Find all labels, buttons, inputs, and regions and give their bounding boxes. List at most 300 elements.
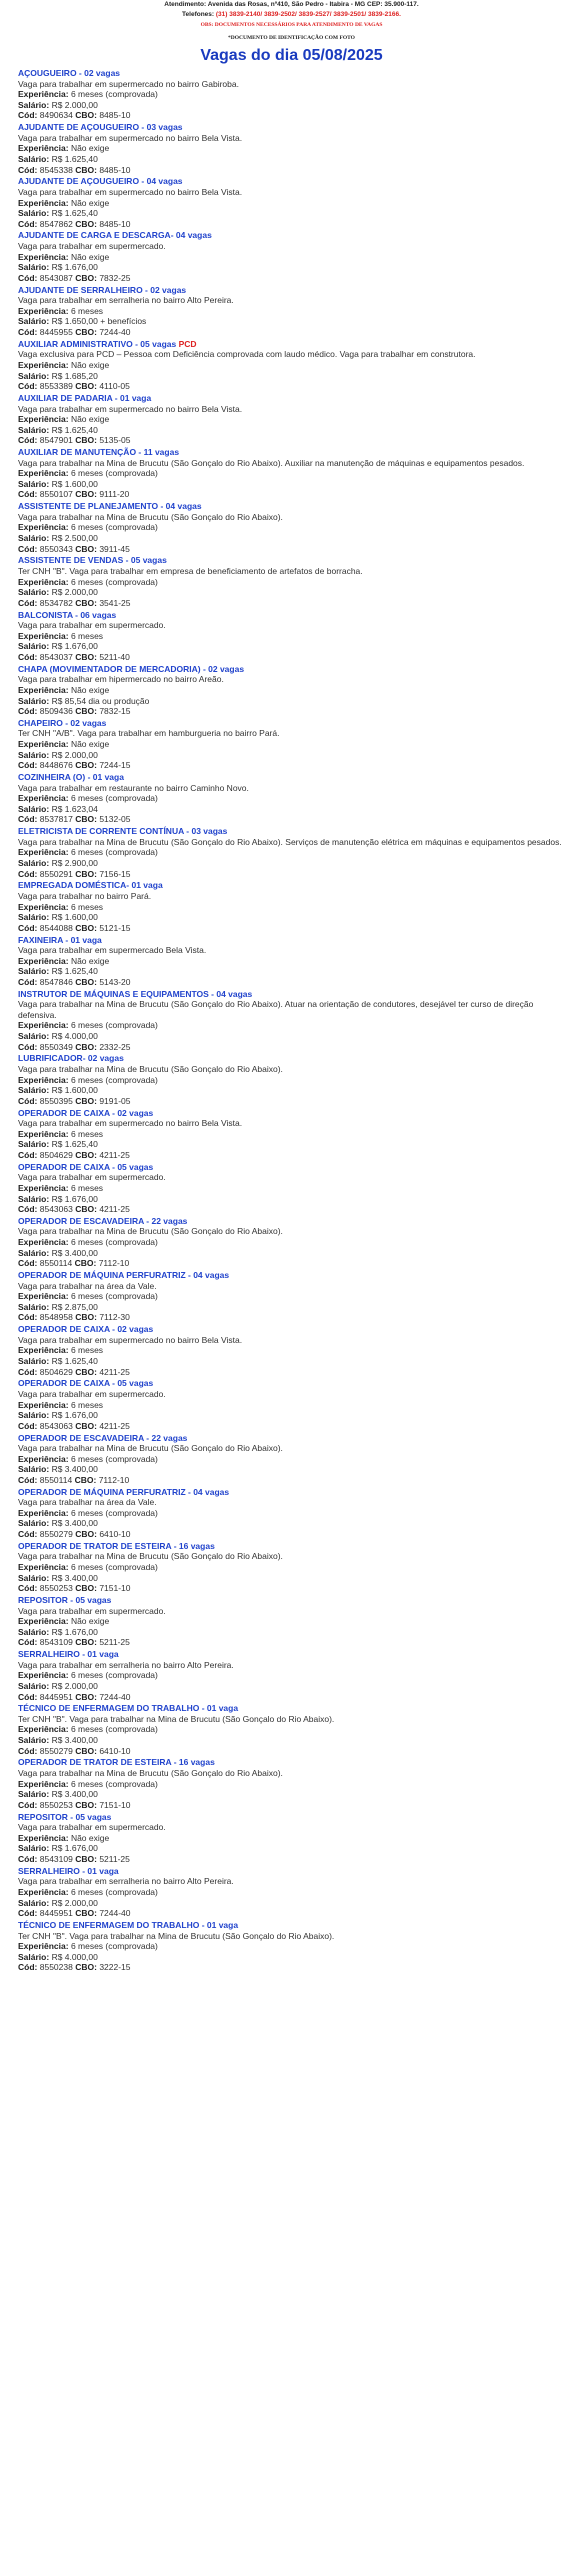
experience-label: Experiência: xyxy=(18,1507,69,1518)
job-experience xyxy=(18,360,565,371)
salary-value: R$ 3.400,00 xyxy=(51,1789,98,1800)
job-salary xyxy=(18,912,565,923)
job-title-line xyxy=(18,1378,565,1389)
job-title-line xyxy=(18,1812,565,1823)
job-codes xyxy=(18,165,565,176)
salary-label: Salário: xyxy=(18,1301,50,1312)
salary-value: R$ 1.600,00 xyxy=(51,912,98,923)
job-description: Vaga para trabalhar em serralheria no bairro Alto Pereira. xyxy=(18,295,234,306)
cod-label: Cód: xyxy=(18,922,38,933)
job-codes xyxy=(18,489,565,500)
job-listing xyxy=(18,1108,565,1161)
cbo-label: CBO: xyxy=(75,218,97,229)
salary-value: R$ 2.875,00 xyxy=(51,1301,98,1312)
job-listing xyxy=(18,664,565,717)
experience-label: Experiência: xyxy=(18,522,69,533)
job-experience xyxy=(18,847,565,858)
cod-value: 8547901 xyxy=(39,435,73,446)
cbo-label: CBO: xyxy=(75,976,97,987)
experience-label: Experiência: xyxy=(18,1182,69,1193)
job-title: SERRALHEIRO - 01 vaga xyxy=(18,1649,119,1660)
cod-label: Cód: xyxy=(18,381,38,392)
experience-value: 6 meses (comprovada) xyxy=(70,1562,158,1572)
job-codes xyxy=(18,1583,565,1594)
cod-label: Cód: xyxy=(18,164,38,175)
job-listing xyxy=(18,1053,565,1106)
job-title: OPERADOR DE CAIXA - 05 vagas xyxy=(18,1161,154,1172)
job-experience xyxy=(18,1779,565,1790)
job-title-line xyxy=(18,826,565,837)
salary-value: R$ 2.500,00 xyxy=(51,533,98,544)
experience-value: 6 meses xyxy=(70,630,104,641)
job-codes xyxy=(18,1475,565,1486)
job-codes xyxy=(18,977,565,988)
cbo-label: CBO: xyxy=(74,1258,97,1269)
cbo-label: CBO: xyxy=(75,1366,97,1377)
job-salary xyxy=(18,1681,565,1692)
cod-value: 8543109 xyxy=(39,1853,73,1864)
cbo-value: 7832-15 xyxy=(99,706,131,717)
experience-value: 6 meses xyxy=(70,1399,104,1410)
job-description: Ter CNH "B". Vaga para trabalhar na Mina de Brucutu (São Gonçalo do Rio Abaixo). xyxy=(18,1930,335,1941)
cod-label: Cód: xyxy=(18,651,38,662)
cbo-value: 2332-25 xyxy=(99,1041,131,1052)
cod-value: 8534782 xyxy=(39,597,73,608)
job-experience xyxy=(18,956,565,967)
experience-value: 6 meses (comprovada) xyxy=(70,468,158,479)
job-experience xyxy=(18,252,565,263)
cod-value: 8550253 xyxy=(39,1799,73,1810)
job-title: AUXILIAR ADMINISTRATIVO - 05 vagas xyxy=(18,338,177,349)
job-experience xyxy=(18,1183,565,1194)
job-title-line xyxy=(18,285,565,296)
cod-label: Cód: xyxy=(18,814,38,825)
job-experience xyxy=(18,577,565,588)
phone-numbers: (31) 3839-2140/ 3839-2502/ 3839-2527/ 3839-2501/ 3839-2166. xyxy=(215,11,401,18)
job-title: AÇOUGUEIRO - 02 vagas xyxy=(18,68,121,78)
cbo-label: CBO: xyxy=(75,381,97,392)
job-description: Vaga para trabalhar em supermercado no bairro Gabiroba. xyxy=(18,78,239,89)
job-listing xyxy=(18,285,565,338)
cbo-label: CBO: xyxy=(75,1799,97,1810)
salary-label: Salário: xyxy=(18,966,50,977)
experience-value: Não exige xyxy=(70,739,110,750)
job-listing xyxy=(18,718,565,771)
job-experience xyxy=(18,739,565,750)
job-codes xyxy=(18,1962,565,1973)
job-listing xyxy=(18,501,565,554)
job-description: Vaga para trabalhar em supermercado no bairro Bela Vista. xyxy=(18,132,243,143)
salary-value: R$ 2.000,00 xyxy=(51,587,98,598)
salary-label: Salário: xyxy=(18,1464,50,1475)
salary-label: Salário: xyxy=(18,1626,50,1637)
job-experience xyxy=(18,685,565,696)
experience-label: Experiência: xyxy=(18,89,69,100)
job-experience xyxy=(18,1075,565,1086)
experience-label: Experiência: xyxy=(18,1832,69,1843)
job-salary xyxy=(18,1356,565,1367)
cod-label: Cód: xyxy=(18,706,38,717)
job-salary xyxy=(18,1139,565,1150)
job-salary xyxy=(18,1085,565,1096)
experience-label: Experiência: xyxy=(18,1128,69,1139)
job-description: Vaga para trabalhar em supermercado. xyxy=(18,620,166,631)
cbo-value: 8485-10 xyxy=(99,110,131,121)
cod-label: Cód: xyxy=(18,1366,38,1377)
cbo-value: 7244-40 xyxy=(99,1908,131,1919)
cod-value: 8544088 xyxy=(39,922,73,933)
job-description: Vaga para trabalhar em hipermercado no bairro Areão. xyxy=(18,674,224,685)
experience-label: Experiência: xyxy=(18,414,69,425)
job-title-line xyxy=(18,176,565,187)
job-codes xyxy=(18,923,565,934)
salary-value: R$ 1.676,00 xyxy=(51,641,98,652)
experience-label: Experiência: xyxy=(18,1453,69,1464)
job-experience xyxy=(18,1291,565,1302)
phone-label: Telefones: xyxy=(182,11,215,18)
job-salary xyxy=(18,1302,565,1313)
cod-value: 8445951 xyxy=(39,1691,73,1702)
cod-value: 8504629 xyxy=(39,1366,73,1377)
job-codes xyxy=(18,652,565,663)
job-experience xyxy=(18,468,565,479)
cod-label: Cód: xyxy=(18,976,38,987)
job-codes xyxy=(18,1800,565,1811)
job-title-line xyxy=(18,1053,565,1064)
job-experience xyxy=(18,1129,565,1140)
job-experience xyxy=(18,414,565,425)
cod-value: 8445951 xyxy=(39,1908,73,1919)
job-description: Vaga para trabalhar em supermercado no bairro Bela Vista. xyxy=(18,403,243,414)
job-title: LUBRIFICADOR- 02 vagas xyxy=(18,1053,124,1064)
job-experience xyxy=(18,1941,565,1952)
job-salary xyxy=(18,1194,565,1205)
job-codes xyxy=(18,1204,565,1215)
job-description: Vaga para trabalhar em supermercado. xyxy=(18,1388,166,1399)
experience-value: 6 meses (comprovada) xyxy=(70,793,158,804)
job-codes xyxy=(18,869,565,880)
salary-value: R$ 4.000,00 xyxy=(51,1951,98,1962)
job-listing xyxy=(18,1216,565,1269)
job-codes xyxy=(18,1312,565,1323)
cod-label: Cód: xyxy=(18,1095,38,1106)
phone-line xyxy=(0,10,583,20)
job-title: OPERADOR DE MÁQUINA PERFURATRIZ - 04 vagas xyxy=(18,1270,230,1281)
job-title-line xyxy=(18,1487,565,1498)
experience-value: 6 meses (comprovada) xyxy=(70,1670,158,1681)
page-title: Vagas do dia 05/08/2025 xyxy=(200,47,383,64)
job-title-line xyxy=(18,122,565,133)
cbo-label: CBO: xyxy=(75,1745,97,1756)
cod-value: 8550107 xyxy=(39,489,73,500)
cod-value: 8548958 xyxy=(39,1312,73,1323)
cbo-value: 9111-20 xyxy=(99,489,130,500)
cod-label: Cód: xyxy=(18,1041,38,1052)
cod-label: Cód: xyxy=(18,272,38,283)
job-title: AUXILIAR DE MANUTENÇÃO - 11 vagas xyxy=(18,447,180,458)
job-listing xyxy=(18,1649,565,1702)
job-salary xyxy=(18,1952,565,1963)
job-title-line xyxy=(18,1866,565,1877)
experience-label: Experiência: xyxy=(18,359,69,370)
job-experience xyxy=(18,306,565,317)
cbo-value: 5211-25 xyxy=(99,1637,130,1648)
cod-label: Cód: xyxy=(18,218,38,229)
salary-label: Salário: xyxy=(18,1843,50,1854)
job-title: ASSISTENTE DE PLANEJAMENTO - 04 vagas xyxy=(18,501,202,512)
job-salary xyxy=(18,425,565,436)
cod-value: 8550114 xyxy=(39,1258,73,1269)
job-experience xyxy=(18,1833,565,1844)
cbo-value: 7112-10 xyxy=(98,1474,130,1485)
salary-label: Salário: xyxy=(18,1410,50,1421)
job-experience xyxy=(18,1345,565,1356)
job-title-line xyxy=(18,393,565,404)
cod-value: 8537817 xyxy=(39,814,73,825)
experience-value: 6 meses xyxy=(70,901,104,912)
experience-label: Experiência: xyxy=(18,1724,69,1735)
job-listing xyxy=(18,826,565,879)
job-codes xyxy=(18,1258,565,1269)
salary-label: Salário: xyxy=(18,153,50,164)
job-experience xyxy=(18,1562,565,1573)
job-title-line xyxy=(18,68,565,79)
job-title-line xyxy=(18,1270,565,1281)
cbo-value: 7244-40 xyxy=(99,1691,131,1702)
cbo-value: 7832-25 xyxy=(99,272,131,283)
job-experience xyxy=(18,198,565,209)
cod-value: 8448676 xyxy=(39,760,73,771)
job-experience xyxy=(18,143,565,154)
cod-value: 8553389 xyxy=(39,381,73,392)
cbo-value: 7156-15 xyxy=(99,868,131,879)
job-title: REPOSITOR - 05 vagas xyxy=(18,1594,112,1605)
cod-label: Cód: xyxy=(18,1637,38,1648)
job-salary xyxy=(18,1573,565,1584)
job-codes xyxy=(18,760,565,771)
job-experience xyxy=(18,1887,565,1898)
salary-value: R$ 3.400,00 xyxy=(51,1247,98,1258)
cbo-label: CBO: xyxy=(75,1583,97,1594)
job-listing xyxy=(18,610,565,663)
job-codes xyxy=(18,1692,565,1703)
cod-value: 8550253 xyxy=(39,1583,73,1594)
job-title: AUXILIAR DE PADARIA - 01 vaga xyxy=(18,392,152,403)
cbo-label: CBO: xyxy=(75,272,97,283)
job-description: Vaga para trabalhar em supermercado. xyxy=(18,1822,166,1833)
cbo-value: 6410-10 xyxy=(99,1745,131,1756)
job-description: Vaga para trabalhar em supermercado no bairro Bela Vista. xyxy=(18,1334,243,1345)
experience-value: Não exige xyxy=(70,414,110,425)
salary-label: Salário: xyxy=(18,912,50,923)
job-description: Vaga exclusiva para PCD – Pessoa com Deficiência comprovada com laudo médico. Vaga para trabalhar em construtora. xyxy=(18,349,476,360)
job-codes xyxy=(18,273,565,284)
experience-value: Não exige xyxy=(70,955,110,966)
cod-label: Cód: xyxy=(18,1204,38,1215)
job-title-line xyxy=(18,935,565,946)
cod-label: Cód: xyxy=(18,1529,38,1540)
cbo-label: CBO: xyxy=(75,760,97,771)
cod-value: 8550279 xyxy=(39,1745,73,1756)
salary-value: R$ 1.676,00 xyxy=(51,1193,98,1204)
job-title: CHAPEIRO - 02 vagas xyxy=(18,717,107,728)
job-codes xyxy=(18,1746,565,1757)
salary-label: Salário: xyxy=(18,262,50,273)
cbo-value: 8485-10 xyxy=(99,164,131,175)
job-listing xyxy=(18,1270,565,1323)
cbo-label: CBO: xyxy=(75,868,97,879)
job-title: AJUDANTE DE SERRALHEIRO - 02 vagas xyxy=(18,284,187,295)
salary-label: Salário: xyxy=(18,1247,50,1258)
experience-value: 6 meses xyxy=(70,1182,104,1193)
pcd-badge: PCD xyxy=(178,338,197,349)
job-description: Ter CNH "B". Vaga para trabalhar na Mina de Brucutu (São Gonçalo do Rio Abaixo). xyxy=(18,1713,335,1724)
job-title: TÉCNICO DE ENFERMAGEM DO TRABALHO - 01 vaga xyxy=(18,1703,239,1714)
job-experience xyxy=(18,1670,565,1681)
experience-label: Experiência: xyxy=(18,143,69,154)
salary-label: Salário: xyxy=(18,1735,50,1746)
cbo-label: CBO: xyxy=(75,327,97,337)
salary-label: Salário: xyxy=(18,749,50,760)
salary-value: R$ 2.900,00 xyxy=(51,857,98,868)
job-salary xyxy=(18,750,565,761)
cod-label: Cód: xyxy=(18,1474,38,1485)
cbo-label: CBO: xyxy=(75,1095,97,1106)
salary-label: Salário: xyxy=(18,857,50,868)
experience-label: Experiência: xyxy=(18,1237,69,1248)
cbo-label: CBO: xyxy=(75,1691,97,1702)
job-description: Vaga para trabalhar em supermercado. xyxy=(18,1605,166,1616)
job-salary xyxy=(18,208,565,219)
cbo-label: CBO: xyxy=(75,489,97,500)
job-title: ELETRICISTA DE CORRENTE CONTÍNUA - 03 vagas xyxy=(18,826,228,837)
experience-label: Experiência: xyxy=(18,955,69,966)
cbo-label: CBO: xyxy=(75,164,97,175)
job-title-line xyxy=(18,230,565,241)
experience-value: 6 meses (comprovada) xyxy=(70,1020,158,1031)
cbo-label: CBO: xyxy=(75,814,97,825)
job-salary xyxy=(18,1464,565,1475)
cod-label: Cód: xyxy=(18,760,38,771)
job-salary xyxy=(18,533,565,544)
cod-label: Cód: xyxy=(18,110,38,121)
experience-value: 6 meses (comprovada) xyxy=(70,1941,158,1952)
cod-label: Cód: xyxy=(18,1799,38,1810)
job-salary xyxy=(18,1898,565,1909)
cbo-label: CBO: xyxy=(75,651,97,662)
job-codes xyxy=(18,1854,565,1865)
job-title-line xyxy=(18,1433,565,1444)
job-experience xyxy=(18,522,565,533)
job-codes xyxy=(18,110,565,121)
job-listing xyxy=(18,989,565,1053)
job-experience xyxy=(18,902,565,913)
job-codes xyxy=(18,1096,565,1107)
salary-label: Salário: xyxy=(18,1031,50,1042)
cbo-label: CBO: xyxy=(75,543,97,554)
salary-value: R$ 1.623,04 xyxy=(51,803,98,814)
salary-label: Salário: xyxy=(18,370,50,381)
job-description: Vaga para trabalhar em supermercado no bairro Bela Vista. xyxy=(18,186,243,197)
salary-label: Salário: xyxy=(18,1897,50,1908)
job-listing xyxy=(18,772,565,825)
job-salary xyxy=(18,316,565,327)
cod-label: Cód: xyxy=(18,435,38,446)
experience-value: 6 meses (comprovada) xyxy=(70,1724,158,1735)
cod-value: 8550349 xyxy=(39,1041,73,1052)
job-salary xyxy=(18,1627,565,1638)
cbo-value: 5132-05 xyxy=(99,814,131,825)
experience-value: 6 meses (comprovada) xyxy=(70,576,158,587)
job-title-line xyxy=(18,447,565,458)
job-salary xyxy=(18,479,565,490)
experience-label: Experiência: xyxy=(18,305,69,316)
job-listing xyxy=(18,1541,565,1594)
cbo-label: CBO: xyxy=(75,110,97,121)
page-header xyxy=(0,0,583,43)
job-title-line xyxy=(18,989,565,1000)
salary-value: R$ 1.685,20 xyxy=(51,370,98,381)
job-experience xyxy=(18,1020,565,1031)
cod-label: Cód: xyxy=(18,597,38,608)
cbo-value: 5121-15 xyxy=(99,922,131,933)
salary-value: R$ 1.625,40 xyxy=(51,208,98,219)
job-codes xyxy=(18,1042,565,1053)
job-listing xyxy=(18,230,565,283)
job-title: ASSISTENTE DE VENDAS - 05 vagas xyxy=(18,555,167,566)
job-title-line xyxy=(18,880,565,891)
job-experience xyxy=(18,631,565,642)
cod-label: Cód: xyxy=(18,1149,38,1160)
job-title-line xyxy=(18,555,565,566)
job-title-line xyxy=(18,501,565,512)
job-title-line xyxy=(18,1108,565,1119)
cbo-label: CBO: xyxy=(75,1529,97,1540)
job-salary xyxy=(18,1735,565,1746)
job-title: REPOSITOR - 05 vagas xyxy=(18,1811,112,1822)
experience-value: Não exige xyxy=(70,684,110,695)
cod-value: 8490634 xyxy=(39,110,73,121)
job-codes xyxy=(18,219,565,230)
cod-label: Cód: xyxy=(18,1583,38,1594)
cod-label: Cód: xyxy=(18,1258,38,1269)
cod-label: Cód: xyxy=(18,868,38,879)
experience-value: 6 meses (comprovada) xyxy=(70,1291,158,1302)
job-title-line xyxy=(18,1649,565,1660)
cod-value: 8550279 xyxy=(39,1529,73,1540)
salary-label: Salário: xyxy=(18,803,50,814)
job-title: OPERADOR DE TRATOR DE ESTEIRA - 16 vagas xyxy=(18,1757,215,1768)
job-title: INSTRUTOR DE MÁQUINAS E EQUIPAMENTOS - 04 vagas xyxy=(18,988,253,999)
job-title: COZINHEIRA (O) - 01 vaga xyxy=(18,772,124,783)
experience-label: Experiência: xyxy=(18,1291,69,1302)
cbo-label: CBO: xyxy=(75,1204,97,1215)
job-salary xyxy=(18,858,565,869)
salary-label: Salário: xyxy=(18,533,50,544)
cbo-value: 3911-45 xyxy=(99,543,130,554)
salary-value: R$ 2.000,00 xyxy=(51,749,98,760)
cbo-value: 7244-15 xyxy=(99,760,131,771)
cod-value: 8543037 xyxy=(39,651,73,662)
salary-value: R$ 1.625,40 xyxy=(51,153,98,164)
salary-value: R$ 1.625,40 xyxy=(51,424,98,435)
salary-value: R$ 2.000,00 xyxy=(51,1897,98,1908)
job-salary xyxy=(18,1248,565,1259)
job-codes xyxy=(18,1637,565,1648)
salary-label: Salário: xyxy=(18,695,50,706)
job-listing xyxy=(18,1433,565,1486)
job-salary xyxy=(18,1518,565,1529)
